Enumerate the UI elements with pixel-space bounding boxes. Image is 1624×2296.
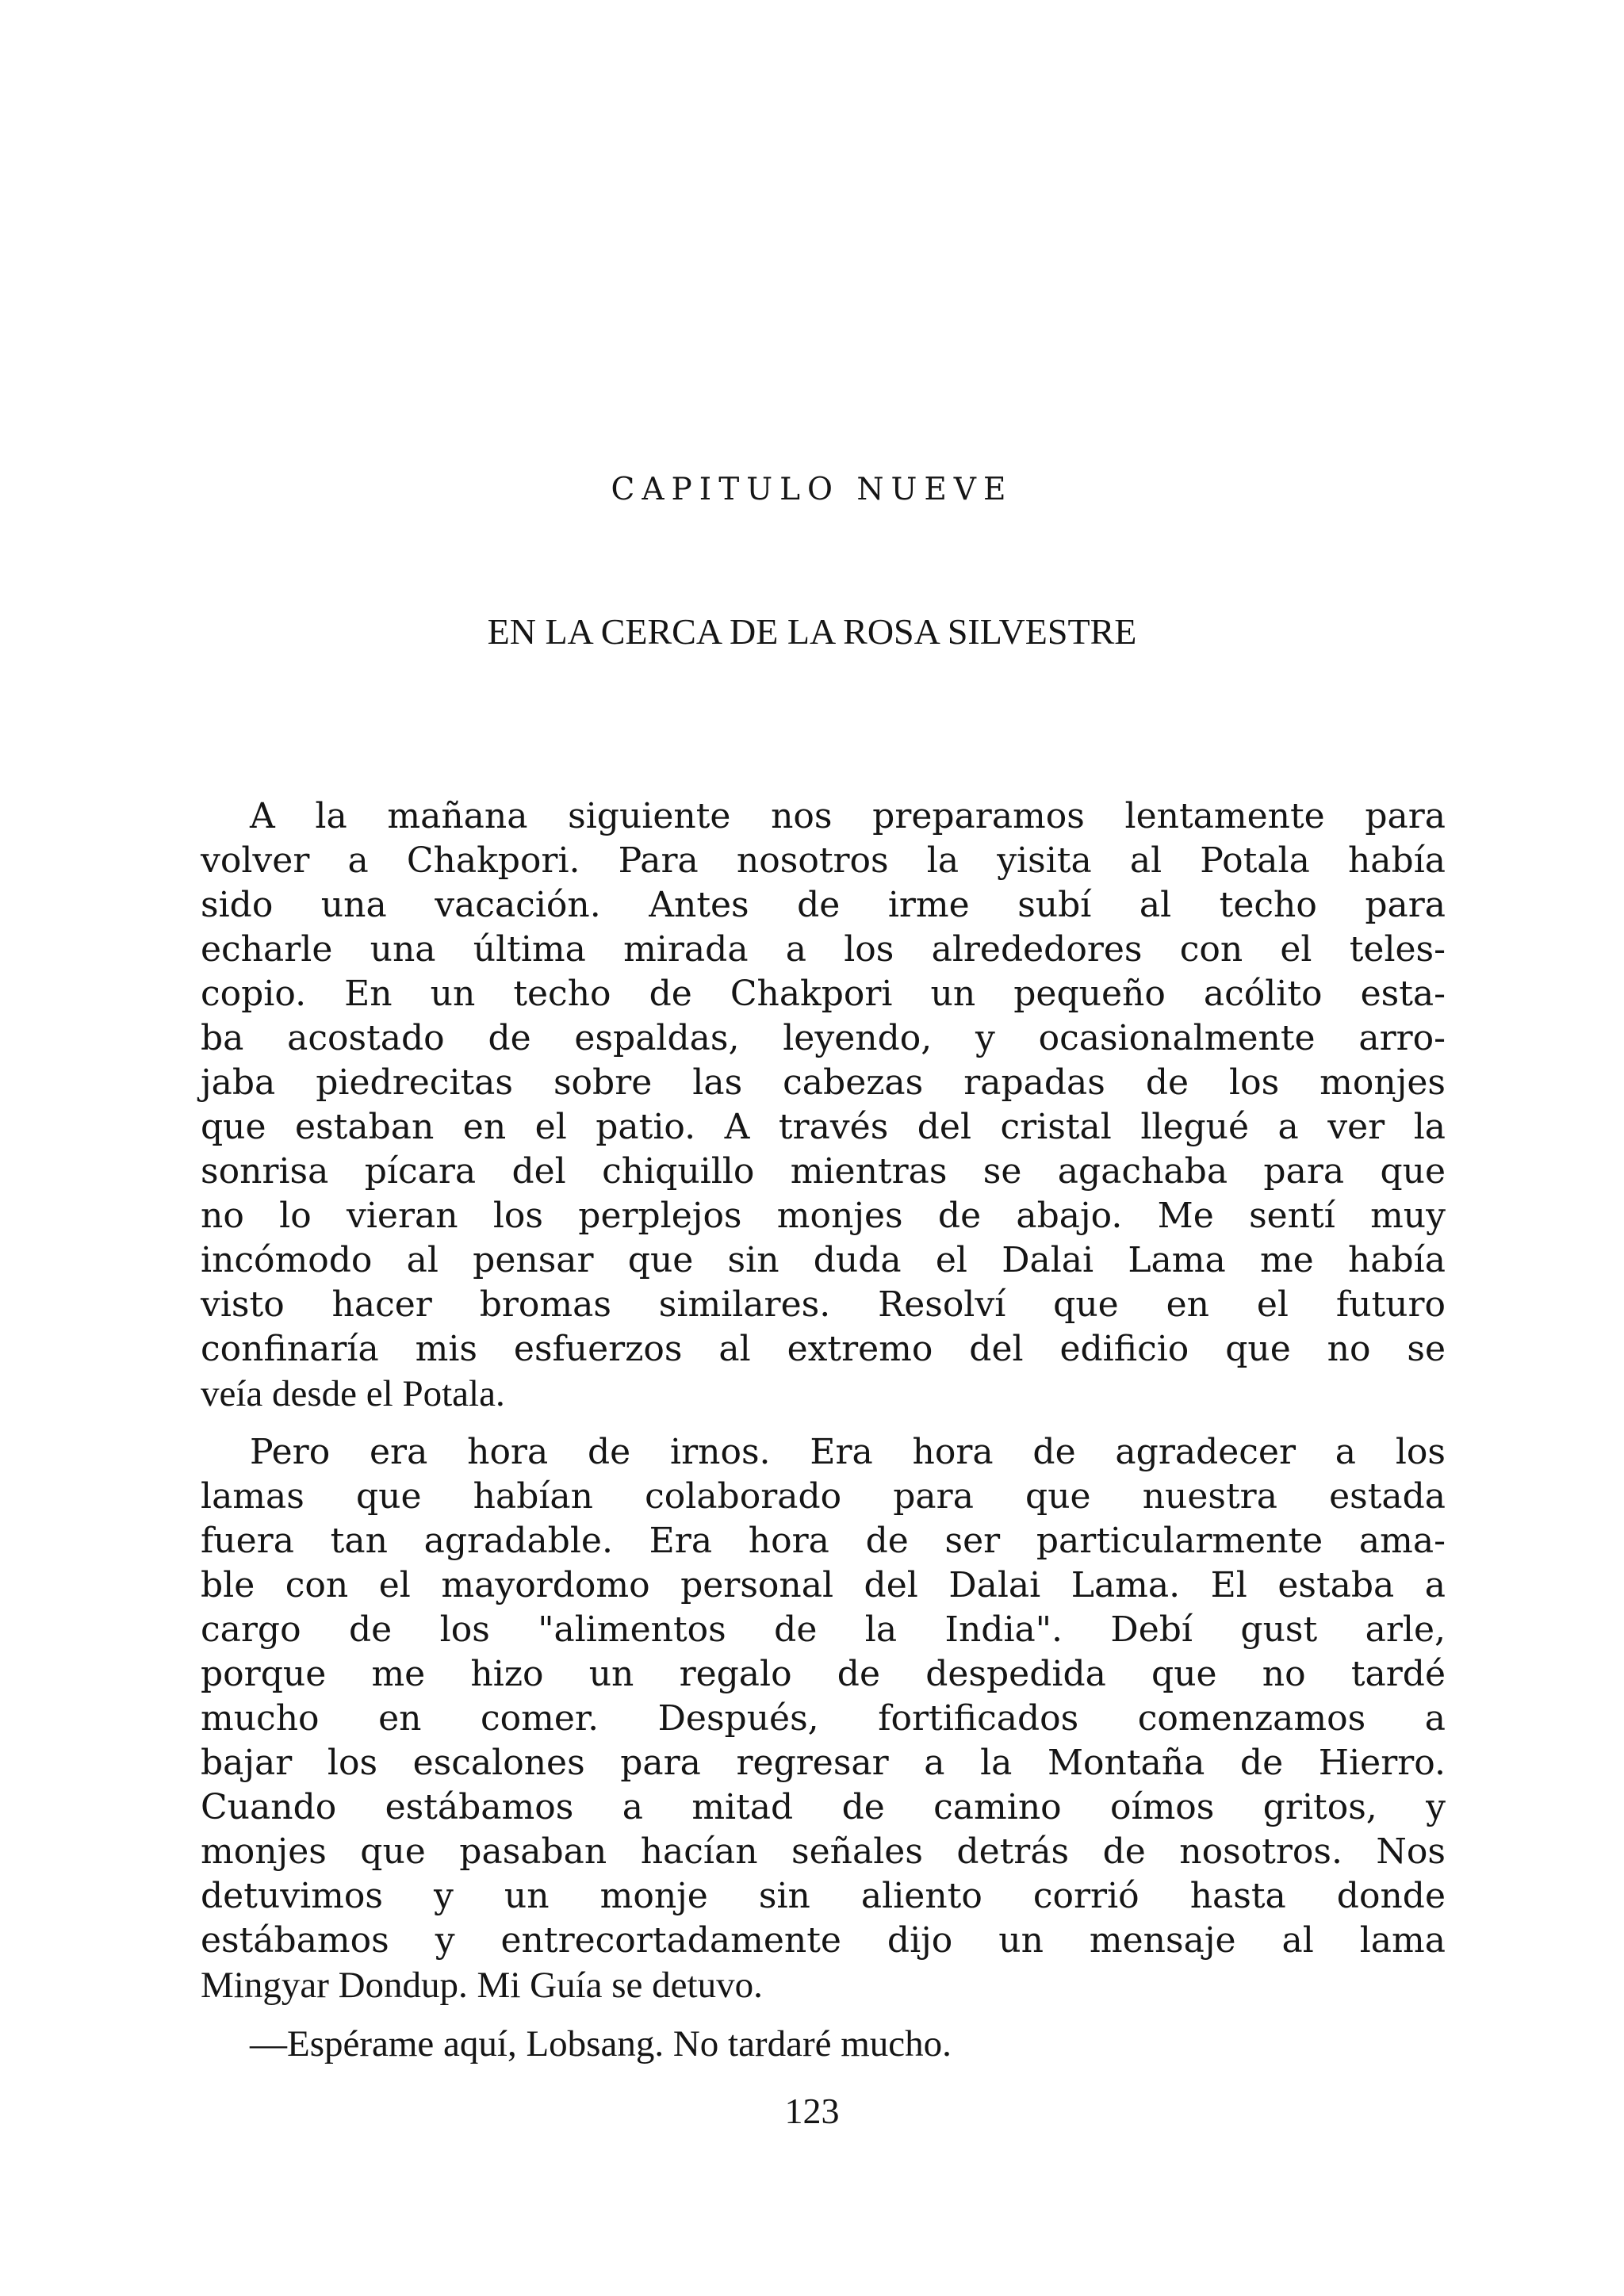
page-number: 123	[784, 2091, 840, 2131]
text-line: ble con el mayordomo personal del Dalai Lama. El estaba a	[201, 1565, 1446, 1605]
text-line: mucho en comer. Después, fortificados comenzamos a	[201, 1698, 1446, 1739]
text-line: porque me hizo un regalo de despedida que no tardé	[201, 1654, 1446, 1694]
text-line: bajar los escalones para regresar a la Montaña de Hierro.	[201, 1743, 1446, 1783]
text-line: sonrisa pícara del chiquillo mientras se agachaba para que	[201, 1151, 1446, 1192]
text-line: —Espérame aquí, Lobsang. No tardaré mucho.	[250, 2023, 952, 2064]
chapter-label: CAPITULO NUEVE	[611, 472, 1013, 507]
text-line: Pero era hora de irnos. Era hora de agradecer a los	[250, 1432, 1446, 1472]
text-line: fuera tan agradable. Era hora de ser particularmente ama-	[201, 1521, 1446, 1561]
text-line: ba acostado de espaldas, leyendo, y ocasionalmente arro-	[201, 1018, 1446, 1058]
text-line: echarle una última mirada a los alrededores con el teles-	[201, 929, 1446, 970]
text-line: Mingyar Dondup. Mi Guía se detuvo.	[201, 1965, 763, 2006]
body-text	[201, 794, 1446, 2066]
text-line: sido una vacación. Antes de irme subí al techo para	[201, 885, 1446, 925]
text-line: monjes que pasaban hacían señales detrás de nosotros. Nos	[201, 1831, 1446, 1872]
text-line: lamas que habían colaborado para que nuestra estada	[201, 1476, 1446, 1517]
text-line: cargo de los "alimentos de la India". Debí gust arle,	[201, 1609, 1446, 1650]
text-line: A la mañana siguiente nos preparamos lentamente para	[250, 796, 1446, 836]
text-line: no lo vieran los perplejos monjes de abajo. Me sentí muy	[201, 1196, 1446, 1236]
text-line: detuvimos y un monje sin aliento corrió hasta donde	[201, 1876, 1446, 1916]
text-line: incómodo al pensar que sin duda el Dalai Lama me había	[201, 1240, 1446, 1280]
paragraph-2	[201, 1430, 1446, 2007]
text-line: veía desde el Potala.	[201, 1373, 505, 1414]
text-line: visto hacer bromas similares. Resolví que en el futuro	[201, 1284, 1446, 1325]
text-line: copio. En un techo de Chakpori un pequeño acólito esta-	[201, 974, 1446, 1014]
paragraph-3	[201, 2022, 1446, 2066]
chapter-title: EN LA CERCA DE LA ROSA SILVESTRE	[487, 611, 1137, 652]
text-line: jaba piedrecitas sobre las cabezas rapadas de los monjes	[201, 1062, 1446, 1103]
paragraph-1	[201, 794, 1446, 1416]
text-line: que estaban en el patio. A través del cristal llegué a ver la	[201, 1107, 1446, 1147]
text-line: confinaría mis esfuerzos al extremo del edificio que no se	[201, 1329, 1446, 1369]
text-line: Cuando estábamos a mitad de camino oímos gritos, y	[201, 1787, 1446, 1827]
text-line: estábamos y entrecortadamente dijo un mensaje al lama	[201, 1920, 1446, 1961]
text-line: volver a Chakpori. Para nosotros la yisita al Potala había	[201, 840, 1446, 881]
